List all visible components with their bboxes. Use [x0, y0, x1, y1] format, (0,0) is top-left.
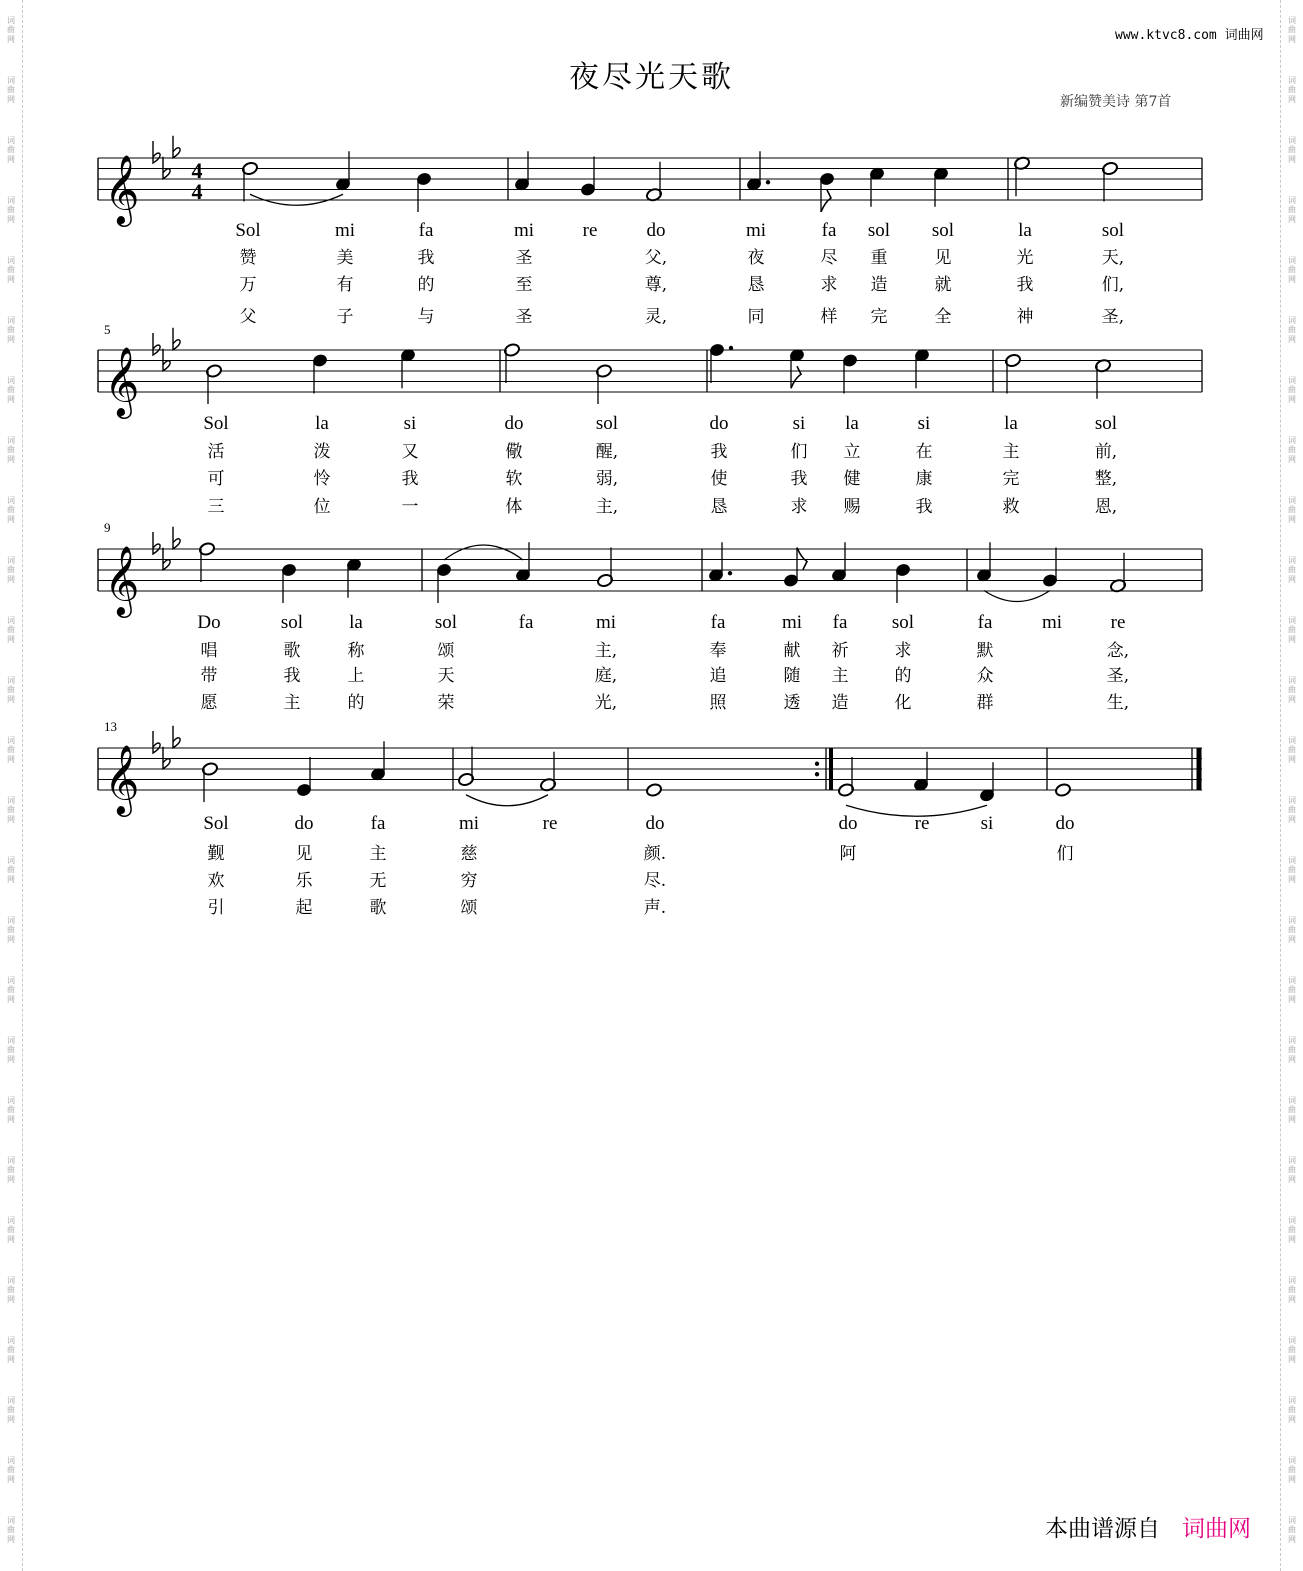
solfege-syllable: sol	[595, 413, 619, 434]
treble-clef-icon: 𝄞	[104, 346, 140, 417]
lyric-syllable: 子	[336, 307, 354, 327]
lyric-syllable: 念,	[1106, 641, 1130, 661]
lyric-syllable: 全	[934, 307, 952, 327]
watermark-mark: 词 曲 网	[7, 1035, 15, 1064]
lyric-syllable: 整,	[1094, 469, 1118, 489]
lyric-syllable: 尊,	[644, 275, 668, 295]
watermark-mark: 词 曲 网	[1288, 435, 1296, 464]
lyric-syllable: 愿	[200, 693, 218, 713]
lyric-syllable: 三	[207, 497, 225, 517]
lyric-syllable: 求	[790, 497, 808, 517]
lyric-syllable: 恩,	[1094, 497, 1118, 517]
lyric-syllable: 无	[369, 871, 387, 891]
lyric-syllable: 歌	[283, 641, 301, 661]
lyric-syllable: 就	[934, 275, 952, 295]
lyric-syllable: 引	[207, 898, 225, 918]
flat-icon	[173, 136, 180, 158]
lyric-syllable: 欢	[207, 871, 225, 891]
lyric-syllable: 追	[709, 666, 727, 686]
lyric-syllable: 救	[1002, 497, 1020, 517]
watermark-mark: 词 曲 网	[7, 15, 15, 44]
lyric-syllable: 赐	[843, 497, 861, 517]
solfege-syllable: re	[1110, 612, 1126, 633]
slur	[466, 795, 548, 806]
solfege-syllable: Sol	[203, 813, 229, 834]
lyric-syllable: 至	[515, 275, 533, 295]
solfege-syllable: sol	[931, 220, 955, 241]
lyric-syllable: 怜	[313, 469, 331, 489]
watermark-mark: 词 曲 网	[7, 1455, 15, 1484]
watermark-mark: 词 曲 网	[7, 555, 15, 584]
lyric-syllable: 歌	[369, 898, 387, 918]
solfege-syllable: la	[845, 413, 859, 434]
augmentation-dot	[729, 346, 733, 350]
site-name: 词曲网	[1224, 28, 1264, 43]
solfege-syllable: do	[838, 813, 858, 834]
slur	[984, 591, 1050, 602]
lyric-syllable: 起	[295, 898, 313, 918]
lyric-syllable: 一	[401, 497, 419, 517]
solfege-syllable: sol	[867, 220, 891, 241]
lyric-syllable: 立	[843, 442, 861, 462]
lyric-syllable: 软	[505, 469, 523, 489]
solfege-syllable: la	[315, 413, 329, 434]
lyric-syllable: 默	[976, 641, 994, 661]
augmentation-dot	[766, 180, 770, 184]
solfege-syllable: fa	[418, 220, 434, 241]
measure-number: 9	[104, 520, 111, 535]
lyric-syllable: 泼	[313, 442, 331, 462]
solfege-syllable: fa	[370, 813, 386, 834]
lyric-syllable: 我	[1016, 275, 1034, 295]
repeat-dot	[815, 762, 819, 766]
flat-icon	[163, 349, 170, 371]
lyric-syllable: 慈	[460, 844, 478, 864]
lyric-syllable: 随	[783, 666, 801, 686]
solfege-syllable: do	[709, 413, 729, 434]
lyric-syllable: 透	[783, 693, 801, 713]
solfege-syllable: mi	[334, 220, 356, 241]
watermark-mark: 词 曲 网	[7, 1335, 15, 1364]
watermark-mark: 词 曲 网	[7, 1215, 15, 1244]
solfege-syllable: si	[980, 813, 994, 834]
lyric-syllable: 主	[1002, 442, 1020, 462]
song-title: 夜尽光天歌	[569, 60, 734, 95]
flat-icon	[153, 333, 160, 355]
lyric-syllable: 父	[239, 307, 257, 327]
lyric-syllable: 圣,	[1106, 666, 1130, 686]
watermark-mark: 词 曲 网	[1288, 975, 1296, 1004]
lyric-syllable: 称	[347, 641, 365, 661]
lyric-syllable: 天	[437, 666, 455, 686]
solfege-syllable: mi	[595, 612, 617, 633]
lyric-syllable: 天,	[1101, 248, 1125, 268]
solfege-syllable: mi	[513, 220, 535, 241]
flat-icon	[173, 328, 180, 350]
lyric-syllable: 可	[207, 469, 225, 489]
watermark-mark: 词 曲 网	[7, 975, 15, 1004]
lyric-syllable: 的	[347, 693, 365, 713]
watermark-mark: 词 曲 网	[1288, 1515, 1296, 1544]
lyric-syllable: 荣	[437, 693, 455, 713]
lyric-syllable: 穷	[460, 871, 478, 891]
watermark-mark: 词 曲 网	[7, 135, 15, 164]
solfege-syllable: do	[1055, 813, 1075, 834]
lyric-syllable: 样	[820, 307, 838, 327]
lyric-syllable: 神	[1016, 307, 1034, 327]
lyric-syllable: 求	[820, 275, 838, 295]
watermark-mark: 词 曲 网	[1288, 255, 1296, 284]
lyric-syllable: 重	[870, 248, 888, 268]
lyric-syllable: 阿	[839, 844, 857, 864]
watermark-mark: 词 曲 网	[7, 615, 15, 644]
solfege-syllable: si	[403, 413, 417, 434]
watermark-mark: 词 曲 网	[1288, 1395, 1296, 1424]
solfege-syllable: Sol	[203, 413, 229, 434]
solfege-syllable: sol	[1094, 413, 1118, 434]
watermark-mark: 词 曲 网	[1288, 1155, 1296, 1184]
lyric-syllable: 们	[1056, 844, 1074, 864]
treble-clef-icon: 𝄞	[104, 545, 140, 616]
lyric-syllable: 夜	[747, 248, 765, 268]
footer-brand: 词曲网	[1182, 1516, 1251, 1542]
lyric-syllable: 主	[831, 666, 849, 686]
lyric-syllable: 儆	[505, 442, 523, 462]
flat-icon	[173, 527, 180, 549]
lyric-syllable: 赞	[239, 248, 257, 268]
lyric-syllable: 我	[790, 469, 808, 489]
time-signature-top: 4	[191, 158, 203, 183]
watermark-mark: 词 曲 网	[7, 1395, 15, 1424]
time-signature-bottom: 4	[191, 179, 203, 204]
lyric-syllable: 们,	[1101, 275, 1125, 295]
solfege-syllable: sol	[891, 612, 915, 633]
flat-icon	[163, 548, 170, 570]
watermark-mark: 词 曲 网	[1288, 915, 1296, 944]
lyric-syllable: 健	[843, 469, 861, 489]
solfege-syllable: Do	[197, 612, 221, 633]
watermark-mark: 词 曲 网	[7, 915, 15, 944]
watermark-mark: 词 曲 网	[1288, 495, 1296, 524]
lyric-syllable: 乐	[295, 871, 313, 891]
lyric-syllable: 体	[505, 497, 523, 517]
lyric-syllable: 同	[747, 307, 765, 327]
watermark-mark: 词 曲 网	[7, 1095, 15, 1124]
lyric-syllable: 又	[401, 442, 419, 462]
solfege-syllable: do	[504, 413, 524, 434]
lyric-syllable: 主	[369, 844, 387, 864]
watermark-mark: 词 曲 网	[7, 315, 15, 344]
watermark-mark: 词 曲 网	[7, 795, 15, 824]
lyric-syllable: 我	[283, 666, 301, 686]
lyric-syllable: 我	[915, 497, 933, 517]
lyric-syllable: 众	[976, 666, 994, 686]
watermark-mark: 词 曲 网	[7, 1515, 15, 1544]
lyric-syllable: 奉	[709, 641, 727, 661]
lyric-syllable: 声.	[643, 898, 667, 918]
solfege-syllable: si	[792, 413, 806, 434]
note-flag	[821, 190, 831, 212]
watermark-mark: 词 曲 网	[7, 675, 15, 704]
lyric-syllable: 前,	[1094, 442, 1118, 462]
lyric-syllable: 光	[1016, 248, 1034, 268]
solfege-syllable: la	[1018, 220, 1032, 241]
watermark-mark: 词 曲 网	[1288, 1095, 1296, 1124]
watermark-mark: 词 曲 网	[1288, 1275, 1296, 1304]
lyric-syllable: 颜.	[643, 844, 667, 864]
solfege-syllable: fa	[977, 612, 993, 633]
song-source: 新编赞美诗 第7首	[1060, 94, 1172, 110]
footer-text: 本曲谱源自	[1045, 1516, 1160, 1542]
flat-icon	[163, 157, 170, 179]
watermark-mark: 词 曲 网	[7, 735, 15, 764]
watermark-mark: 词 曲 网	[7, 855, 15, 884]
watermark-mark: 词 曲 网	[1288, 855, 1296, 884]
lyric-syllable: 造	[831, 693, 849, 713]
solfege-syllable: si	[917, 413, 931, 434]
lyric-syllable: 尽.	[643, 871, 667, 891]
watermark-mark: 词 曲 网	[7, 75, 15, 104]
watermark-mark: 词 曲 网	[7, 495, 15, 524]
solfege-syllable: do	[294, 813, 314, 834]
lyric-syllable: 在	[915, 442, 933, 462]
watermark-mark: 词 曲 网	[1288, 195, 1296, 224]
watermark-mark: 词 曲 网	[7, 255, 15, 284]
note-head	[1054, 783, 1071, 798]
treble-clef-icon: 𝄞	[104, 154, 140, 225]
flat-icon	[173, 726, 180, 748]
augmentation-dot	[728, 571, 732, 575]
lyric-syllable: 群	[976, 693, 994, 713]
solfege-syllable: mi	[458, 813, 480, 834]
watermark-mark: 词 曲 网	[1288, 1215, 1296, 1244]
lyric-syllable: 尽	[820, 248, 838, 268]
lyric-syllable: 父,	[644, 248, 668, 268]
lyric-syllable: 使	[710, 469, 728, 489]
solfege-syllable: do	[645, 813, 665, 834]
lyric-syllable: 圣,	[1101, 307, 1125, 327]
lyric-syllable: 恳	[710, 497, 728, 517]
lyric-syllable: 恳	[747, 275, 765, 295]
site-url: www.ktvc8.com	[1115, 28, 1217, 43]
solfege-syllable: fa	[832, 612, 848, 633]
lyric-syllable: 上	[347, 666, 365, 686]
watermark-mark: 词 曲 网	[1288, 615, 1296, 644]
lyric-syllable: 完	[1002, 469, 1020, 489]
lyric-syllable: 灵,	[644, 307, 668, 327]
note-head	[645, 783, 662, 798]
flat-icon	[153, 532, 160, 554]
solfege-syllable: la	[1004, 413, 1018, 434]
watermark-mark: 词 曲 网	[7, 195, 15, 224]
watermark-mark: 词 曲 网	[7, 1155, 15, 1184]
solfege-syllable: mi	[1041, 612, 1063, 633]
lyric-syllable: 活	[207, 442, 225, 462]
lyric-syllable: 觐	[207, 844, 225, 864]
watermark-mark: 词 曲 网	[1288, 135, 1296, 164]
lyric-syllable: 们	[790, 442, 808, 462]
solfege-syllable: fa	[821, 220, 837, 241]
lyric-syllable: 祈	[831, 641, 849, 661]
lyric-syllable: 唱	[200, 641, 218, 661]
lyric-syllable: 见	[934, 248, 952, 268]
watermark-mark: 词 曲 网	[1288, 15, 1296, 44]
watermark-mark: 词 曲 网	[1288, 555, 1296, 584]
measure-number: 5	[104, 322, 111, 337]
lyric-syllable: 醒,	[595, 442, 619, 462]
watermark-mark: 词 曲 网	[1288, 375, 1296, 404]
lyric-syllable: 我	[401, 469, 419, 489]
lyric-syllable: 与	[417, 307, 435, 327]
solfege-syllable: sol	[280, 612, 304, 633]
lyric-syllable: 主,	[594, 641, 618, 661]
lyric-syllable: 我	[417, 248, 435, 268]
watermark-mark: 词 曲 网	[1288, 1335, 1296, 1364]
solfege-syllable: fa	[518, 612, 534, 633]
slur	[444, 545, 523, 560]
solfege-syllable: re	[914, 813, 930, 834]
lyric-syllable: 见	[295, 844, 313, 864]
solfege-syllable: re	[542, 813, 558, 834]
lyric-syllable: 造	[870, 275, 888, 295]
watermark-mark: 词 曲 网	[7, 1275, 15, 1304]
watermark-mark: 词 曲 网	[1288, 1035, 1296, 1064]
lyric-syllable: 的	[417, 275, 435, 295]
lyric-syllable: 献	[783, 641, 801, 661]
solfege-syllable: la	[349, 612, 363, 633]
lyric-syllable: 颂	[460, 898, 478, 918]
solfege-syllable: sol	[434, 612, 458, 633]
lyric-syllable: 求	[894, 641, 912, 661]
lyric-syllable: 完	[870, 307, 888, 327]
lyric-syllable: 的	[894, 666, 912, 686]
lyric-syllable: 我	[710, 442, 728, 462]
watermark-mark: 词 曲 网	[1288, 1455, 1296, 1484]
lyric-syllable: 圣	[515, 248, 533, 268]
lyric-syllable: 生,	[1106, 693, 1130, 713]
flat-icon	[153, 141, 160, 163]
watermark-mark: 词 曲 网	[1288, 675, 1296, 704]
measure-number: 13	[104, 719, 117, 734]
lyric-syllable: 康	[915, 469, 933, 489]
lyric-syllable: 颂	[437, 641, 455, 661]
flat-icon	[153, 731, 160, 753]
treble-clef-icon: 𝄞	[104, 744, 140, 815]
watermark-mark: 词 曲 网	[1288, 735, 1296, 764]
lyric-syllable: 圣	[515, 307, 533, 327]
lyric-syllable: 有	[336, 275, 354, 295]
note-flag	[797, 548, 807, 570]
lyric-syllable: 主	[283, 693, 301, 713]
watermark-mark: 词 曲 网	[1288, 75, 1296, 104]
solfege-syllable: Sol	[235, 220, 261, 241]
solfege-syllable: sol	[1101, 220, 1125, 241]
note-flag	[791, 366, 801, 388]
repeat-dot	[815, 772, 819, 776]
lyric-syllable: 照	[709, 693, 727, 713]
lyric-syllable: 庭,	[594, 666, 618, 686]
watermark-mark: 词 曲 网	[7, 375, 15, 404]
watermark-mark: 词 曲 网	[1288, 795, 1296, 824]
lyric-syllable: 位	[313, 497, 331, 517]
lyric-syllable: 带	[200, 666, 218, 686]
solfege-syllable: mi	[781, 612, 803, 633]
solfege-syllable: mi	[745, 220, 767, 241]
solfege-syllable: do	[646, 220, 666, 241]
solfege-syllable: re	[582, 220, 598, 241]
lyric-syllable: 化	[894, 693, 912, 713]
lyric-syllable: 主,	[595, 497, 619, 517]
footer-credit[interactable]	[1045, 1510, 1251, 1543]
watermark-mark: 词 曲 网	[1288, 315, 1296, 344]
lyric-syllable: 美	[336, 248, 354, 268]
watermark-mark: 词 曲 网	[7, 435, 15, 464]
solfege-syllable: fa	[710, 612, 726, 633]
flat-icon	[163, 747, 170, 769]
lyric-syllable: 光,	[594, 693, 618, 713]
lyric-syllable: 弱,	[595, 469, 619, 489]
lyric-syllable: 万	[239, 275, 257, 295]
